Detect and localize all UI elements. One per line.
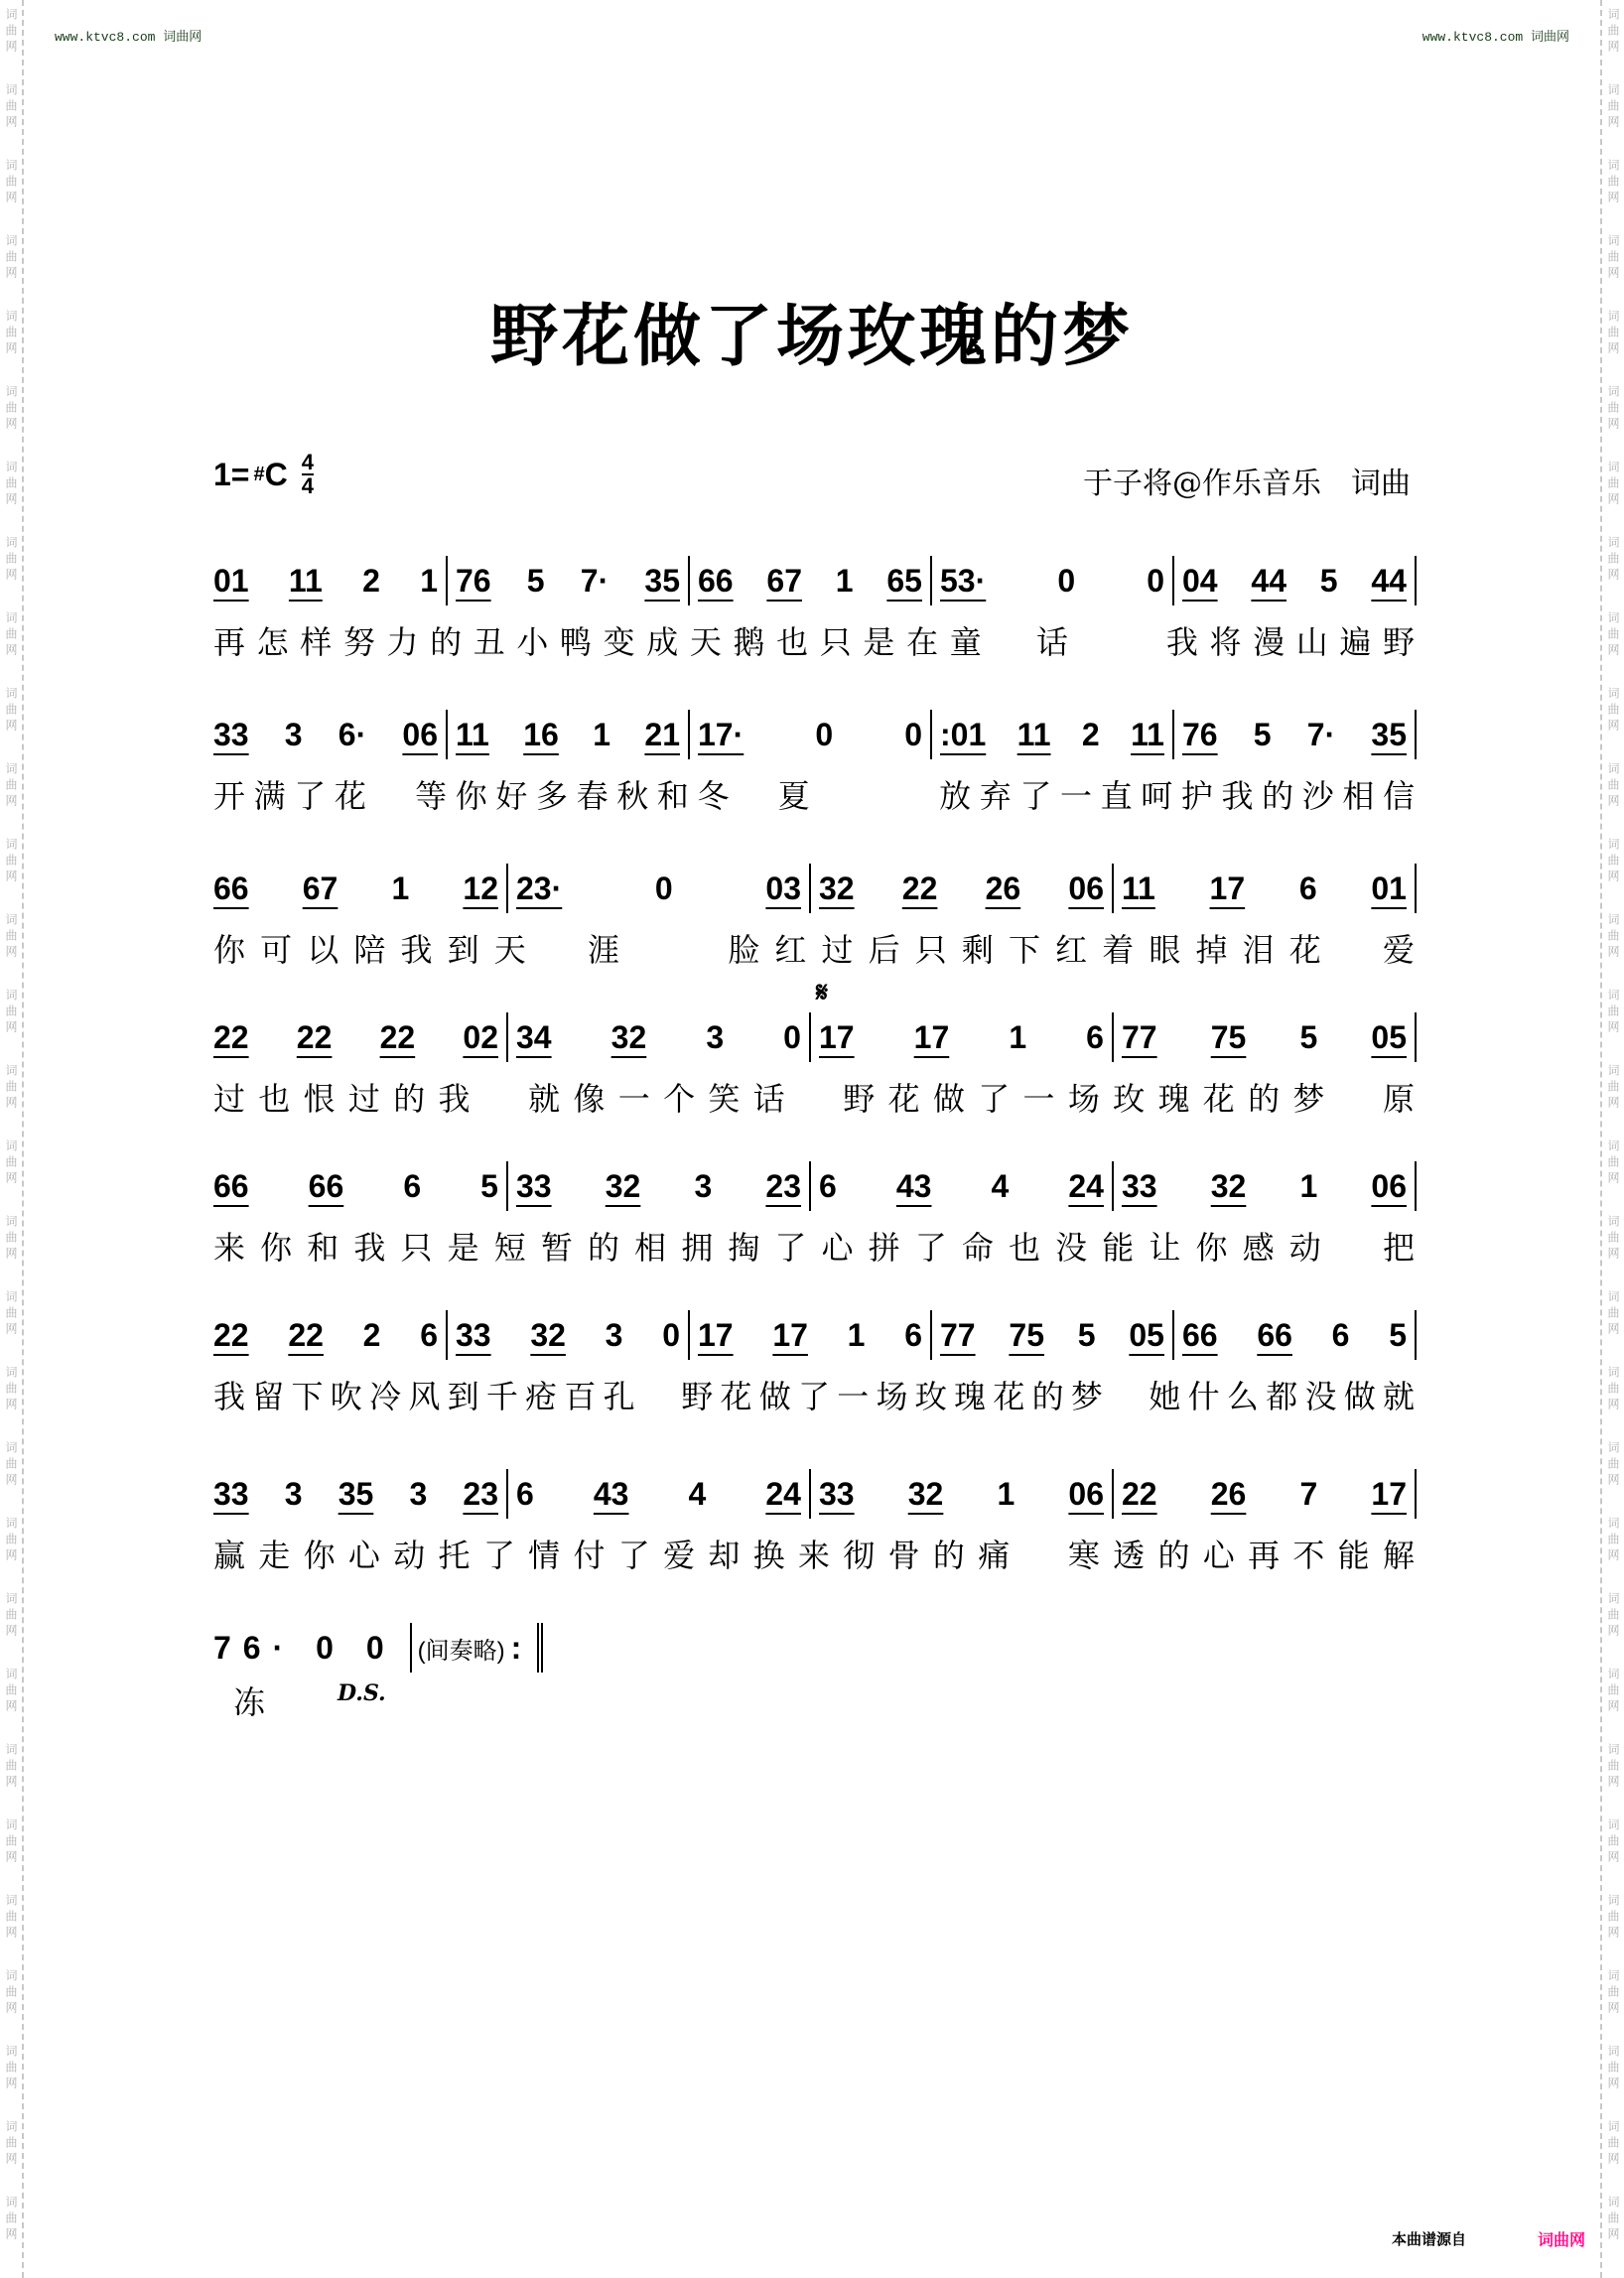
measure <box>811 1161 1114 1211</box>
note-group: 33 <box>516 1167 552 1204</box>
side-watermark: 词曲网 <box>1606 2196 1620 2243</box>
side-watermark: 词曲网 <box>4 687 18 735</box>
note-group: 5 <box>1077 1316 1096 1353</box>
site-watermark-left: www.ktvc8.com 词曲网 <box>55 30 203 45</box>
note-group: 0 <box>904 716 922 752</box>
score-row <box>213 710 1417 817</box>
note-group: 4 <box>991 1167 1010 1204</box>
note-group: 6 <box>403 1167 422 1204</box>
note-group: 3 <box>284 716 303 752</box>
side-watermark: 词曲网 <box>4 385 18 433</box>
note-group: 17 <box>1371 1475 1407 1512</box>
score-row <box>213 1012 1417 1120</box>
note-group: 24 <box>1068 1167 1104 1204</box>
side-watermark: 词曲网 <box>4 1517 18 1564</box>
footer-brand-link[interactable]: 词曲网 <box>1538 2230 1586 2249</box>
measure <box>508 1012 811 1062</box>
note-group: 1 <box>847 1316 866 1353</box>
side-watermark: 词曲网 <box>1606 2120 1620 2168</box>
side-watermark: 词曲网 <box>4 1668 18 1715</box>
note-group: 0 <box>1147 562 1164 599</box>
lyrics-line: 你可以陪我到天 涯 脸红过后只剩下红着眼掉泪花 爱 <box>213 931 1417 969</box>
side-watermark: 词曲网 <box>1606 1668 1620 1715</box>
note-group: 32 <box>1210 1167 1247 1204</box>
score-row <box>213 1310 1417 1417</box>
note-group: 06 <box>1068 870 1104 906</box>
note-group: 7· <box>1306 716 1336 752</box>
measure <box>1174 556 1417 605</box>
score-row <box>213 864 1417 971</box>
side-watermark: 词曲网 <box>1606 1290 1620 1338</box>
side-watermark: 词曲网 <box>4 310 18 357</box>
side-watermark: 词曲网 <box>1606 838 1620 885</box>
note-group: 3 <box>706 1018 725 1055</box>
note-group: 1 <box>835 562 854 599</box>
side-watermark: 词曲网 <box>1606 1743 1620 1791</box>
measure <box>690 710 932 759</box>
note-group: 44 <box>1251 562 1286 599</box>
note-group: 33 <box>213 716 249 752</box>
side-watermark: 词曲网 <box>4 1215 18 1263</box>
side-watermark: 词曲网 <box>1606 1215 1620 1263</box>
note-group: 67 <box>766 562 802 599</box>
note-group: 66 <box>213 870 249 906</box>
note-group: 67 <box>302 870 338 906</box>
note-group: 6 <box>420 1316 438 1353</box>
note-group: 6 <box>819 1167 837 1204</box>
side-watermark: 词曲网 <box>1606 989 1620 1036</box>
note-group: 76 <box>456 562 491 599</box>
note-group: 32 <box>907 1475 944 1512</box>
repeat-end-barline <box>523 1623 543 1673</box>
side-watermark: 词曲网 <box>4 1064 18 1112</box>
side-watermark: 词曲网 <box>4 989 18 1036</box>
side-watermark: 词曲网 <box>1606 461 1620 508</box>
note-group: 32 <box>819 870 855 906</box>
note-group: 33 <box>213 1475 249 1512</box>
notes-line <box>213 1161 1417 1211</box>
note-group: 21 <box>644 716 680 752</box>
note-group: 0 <box>815 716 834 752</box>
note-group: 17 <box>819 1018 855 1055</box>
note-group: 44 <box>1371 562 1407 599</box>
side-watermark: 词曲网 <box>1606 1441 1620 1489</box>
note-group: 6 <box>904 1316 922 1353</box>
note-group: 05 <box>1371 1018 1407 1055</box>
note-group: 26 <box>985 870 1021 906</box>
side-watermark: 词曲网 <box>4 234 18 282</box>
note-group: 11 <box>456 716 489 752</box>
measure <box>213 1012 508 1062</box>
time-bottom: 4 <box>301 473 314 498</box>
note-group: 6 <box>1298 870 1317 906</box>
note-group: 5 <box>1299 1018 1318 1055</box>
measure <box>508 1161 811 1211</box>
measure <box>811 864 1114 913</box>
side-watermark: 词曲网 <box>1606 1139 1620 1187</box>
measure <box>213 556 448 605</box>
note-group: 11 <box>1122 870 1155 906</box>
notes-line <box>213 556 1417 605</box>
side-watermark: 词曲网 <box>4 1592 18 1640</box>
measure <box>508 1469 811 1519</box>
side-watermark: 词曲网 <box>1606 611 1620 659</box>
ending-measure: 76· 0 0 <box>213 1623 412 1673</box>
measure <box>1174 1310 1417 1360</box>
note-group: 22 <box>213 1316 249 1353</box>
note-group: 43 <box>895 1167 932 1204</box>
side-watermark: 词曲网 <box>4 838 18 885</box>
measure <box>1174 710 1417 759</box>
measure <box>811 1469 1114 1519</box>
note-group: 0 <box>662 1316 680 1353</box>
side-watermark: 词曲网 <box>4 1743 18 1791</box>
notes-line <box>213 1012 1417 1062</box>
note-group: 6 <box>1086 1018 1104 1055</box>
note-group: 7 <box>1299 1475 1318 1512</box>
note-group: 11 <box>288 562 323 599</box>
note-group: 3 <box>284 1475 303 1512</box>
key-note: C <box>264 456 288 492</box>
note-group: 22 <box>288 1316 324 1353</box>
side-watermark: 词曲网 <box>4 1818 18 1866</box>
lyrics-line: 来你和我只是短暂的相拥掏了心拼了命也没能让你感动 把 <box>213 1229 1417 1267</box>
note-group: 02 <box>463 1018 498 1055</box>
side-watermark: 词曲网 <box>1606 1894 1620 1942</box>
note-group: 06 <box>1371 1167 1407 1204</box>
note-group: 66 <box>1257 1316 1292 1353</box>
key-prefix: 1= <box>213 456 250 492</box>
dal-segno-mark: D.S. <box>338 1680 386 1706</box>
side-watermark: 词曲网 <box>1606 159 1620 206</box>
note-group: 26 <box>1210 1475 1247 1512</box>
side-watermark: 词曲网 <box>4 1894 18 1942</box>
note-group: 24 <box>765 1475 801 1512</box>
measure <box>213 1310 448 1360</box>
measure <box>213 1161 508 1211</box>
note-group: 23· <box>516 870 563 906</box>
measure <box>932 556 1174 605</box>
note-group: 5 <box>1319 562 1338 599</box>
note-group: 1 <box>997 1475 1015 1512</box>
measure <box>213 1469 508 1519</box>
note-group: 75 <box>1009 1316 1044 1353</box>
note-group: 5 <box>1389 1316 1407 1353</box>
note-group: 1 <box>391 870 410 906</box>
note-group: 66 <box>1182 1316 1218 1353</box>
side-watermark: 词曲网 <box>1606 1064 1620 1112</box>
site-watermark-right: www.ktvc8.com 词曲网 <box>1421 30 1569 45</box>
note-group: 5 <box>480 1167 498 1204</box>
side-watermark: 词曲网 <box>4 159 18 206</box>
note-group: 32 <box>610 1018 647 1055</box>
note-group: 01 <box>1371 870 1407 906</box>
measure <box>932 710 1174 759</box>
note-group: 17 <box>913 1018 950 1055</box>
segno-sign: 𝄋 <box>816 976 829 1008</box>
note-group: 1 <box>1009 1018 1027 1055</box>
note-group: 22 <box>379 1018 416 1055</box>
note-group: 22 <box>1122 1475 1157 1512</box>
lyrics-line: 我留下吹冷风到千疮百孔 野花做了一场玫瑰花的梦 她什么都没做就 <box>213 1378 1417 1415</box>
note-group: 22 <box>213 1018 249 1055</box>
note-group: 66 <box>308 1167 344 1204</box>
measure <box>213 864 508 913</box>
measure <box>448 1310 690 1360</box>
measure <box>1114 1469 1417 1519</box>
note-group: 17 <box>772 1316 808 1353</box>
side-watermark: 词曲网 <box>1606 1969 1620 2017</box>
lyrics-line: 开满了花 等你好多春秋和冬 夏 放弃了一直呵护我的沙相信 <box>213 777 1417 815</box>
note-group: 77 <box>1122 1018 1157 1055</box>
note-group: 06 <box>1068 1475 1104 1512</box>
note-group: 2 <box>362 562 380 599</box>
note-group: 12 <box>463 870 498 906</box>
note-group: :01 <box>940 716 987 752</box>
side-watermark: 词曲网 <box>1606 1592 1620 1640</box>
measure <box>1114 1012 1417 1062</box>
note-group: 35 <box>338 1475 374 1512</box>
note-group: 17 <box>1209 870 1246 906</box>
notes-line <box>213 710 1417 759</box>
note-group: 1 <box>420 562 438 599</box>
note-group: 75 <box>1210 1018 1247 1055</box>
note-group: 3 <box>605 1316 623 1353</box>
side-watermark: 词曲网 <box>1606 762 1620 810</box>
note-group: 32 <box>530 1316 566 1353</box>
note-group: 7· <box>580 562 609 599</box>
side-watermark: 词曲网 <box>4 1441 18 1489</box>
side-watermark: 词曲网 <box>1606 687 1620 735</box>
note-group: 1 <box>1299 1167 1318 1204</box>
note-group: 77 <box>940 1316 976 1353</box>
side-watermark: 词曲网 <box>4 1139 18 1187</box>
notes-line <box>213 1469 1417 1519</box>
lyrics-line: 再怎样努力的丑小鸭变成天鹅也只是在童 话 我将漫山遍野 <box>213 623 1417 661</box>
measure <box>1114 864 1417 913</box>
note-group: 17 <box>698 1316 734 1353</box>
side-watermark: 词曲网 <box>4 2120 18 2168</box>
note-group: 5 <box>526 562 545 599</box>
time-top: 4 <box>301 450 314 474</box>
measure <box>448 556 690 605</box>
note-group: 4 <box>688 1475 707 1512</box>
side-watermark: 词曲网 <box>1606 1366 1620 1413</box>
note-group: 6· <box>338 716 367 752</box>
repeat-dots: : <box>510 1629 522 1666</box>
measure <box>213 710 448 759</box>
key-signature <box>213 452 314 497</box>
interlude-note: (间奏略) <box>417 1637 505 1665</box>
note-group: 53· <box>940 562 987 599</box>
measure <box>690 1310 932 1360</box>
note-group: 17· <box>698 716 744 752</box>
note-group: 34 <box>516 1018 552 1055</box>
side-watermark: 词曲网 <box>4 1366 18 1413</box>
measure <box>448 710 690 759</box>
score-row <box>213 1469 1417 1576</box>
note-group: 0 <box>654 870 673 906</box>
measure <box>811 1012 1114 1062</box>
note-group: 0 <box>1057 562 1076 599</box>
note-group: 43 <box>593 1475 629 1512</box>
note-group: 01 <box>213 562 249 599</box>
measure <box>932 1310 1174 1360</box>
side-watermark: 词曲网 <box>1606 913 1620 961</box>
note-group: 33 <box>819 1475 855 1512</box>
side-watermark: 词曲网 <box>4 762 18 810</box>
measure <box>508 864 811 913</box>
footer-source-label: 本曲谱源自 <box>1392 2230 1467 2248</box>
side-watermark: 词曲网 <box>1606 536 1620 584</box>
measure <box>690 556 932 605</box>
notes-line <box>213 1310 1417 1360</box>
note-group: 2 <box>362 1316 381 1353</box>
ending-lyric: 冻 <box>233 1683 266 1721</box>
time-signature <box>302 452 314 497</box>
note-group: 11 <box>1131 716 1164 752</box>
note-group: 32 <box>605 1167 641 1204</box>
sharp-sign: # <box>253 463 265 485</box>
note-group: 6 <box>1331 1316 1350 1353</box>
side-watermark: 词曲网 <box>1606 1517 1620 1564</box>
side-watermark: 词曲网 <box>4 611 18 659</box>
side-watermark: 词曲网 <box>4 536 18 584</box>
lyrics-line: 赢走你心动托了情付了爱却换来彻骨的痛 寒透的心再不能解 <box>213 1537 1417 1574</box>
note-group: 33 <box>456 1316 491 1353</box>
note-group: 05 <box>1129 1316 1164 1353</box>
note-group: 22 <box>901 870 938 906</box>
side-watermark: 词曲网 <box>1606 310 1620 357</box>
score-row <box>213 1161 1417 1269</box>
note-group: 1 <box>593 716 610 752</box>
side-watermark: 词曲网 <box>4 913 18 961</box>
side-watermark: 词曲网 <box>1606 8 1620 56</box>
side-watermark: 词曲网 <box>4 8 18 56</box>
note-group: 23 <box>463 1475 498 1512</box>
notes-line <box>213 864 1417 913</box>
side-watermark: 词曲网 <box>4 2045 18 2092</box>
measure <box>1114 1161 1417 1211</box>
note-group: 03 <box>765 870 801 906</box>
note-group: 2 <box>1081 716 1100 752</box>
note-group: 6 <box>516 1475 534 1512</box>
note-group: 5 <box>1253 716 1272 752</box>
side-watermark: 词曲网 <box>1606 83 1620 131</box>
note-group: 11 <box>1016 716 1051 752</box>
side-watermark: 词曲网 <box>1606 2045 1620 2092</box>
side-watermark: 词曲网 <box>1606 1818 1620 1866</box>
note-group: 3 <box>409 1475 428 1512</box>
note-group: 76 <box>1182 716 1218 752</box>
note-group: 33 <box>1122 1167 1157 1204</box>
note-group: 22 <box>296 1018 333 1055</box>
note-group: 66 <box>698 562 734 599</box>
side-watermark: 词曲网 <box>1606 234 1620 282</box>
note-group: 65 <box>886 562 922 599</box>
side-watermark: 词曲网 <box>1606 385 1620 433</box>
song-title: 野花做了场玫瑰的梦 <box>489 297 1134 376</box>
lyrics-line: 过也恨过的我 就像一个笑话 野花做了一场玫瑰花的梦 原 <box>213 1080 1417 1118</box>
side-watermark: 词曲网 <box>4 461 18 508</box>
note-group: 04 <box>1182 562 1218 599</box>
note-group: 35 <box>1371 716 1407 752</box>
note-group: 16 <box>523 716 559 752</box>
side-watermark: 词曲网 <box>4 83 18 131</box>
note-group: 3 <box>694 1167 713 1204</box>
score-row <box>213 556 1417 663</box>
note-group: 66 <box>213 1167 249 1204</box>
credit: 于子将@作乐音乐 词曲 <box>1083 467 1411 501</box>
note-group: 35 <box>644 562 680 599</box>
note-group: 06 <box>402 716 438 752</box>
note-group: 23 <box>765 1167 801 1204</box>
side-watermark: 词曲网 <box>4 1969 18 2017</box>
note-group: 0 <box>783 1018 801 1055</box>
side-watermark: 词曲网 <box>4 1290 18 1338</box>
ending-line <box>213 1623 543 1673</box>
side-watermark: 词曲网 <box>4 2196 18 2243</box>
